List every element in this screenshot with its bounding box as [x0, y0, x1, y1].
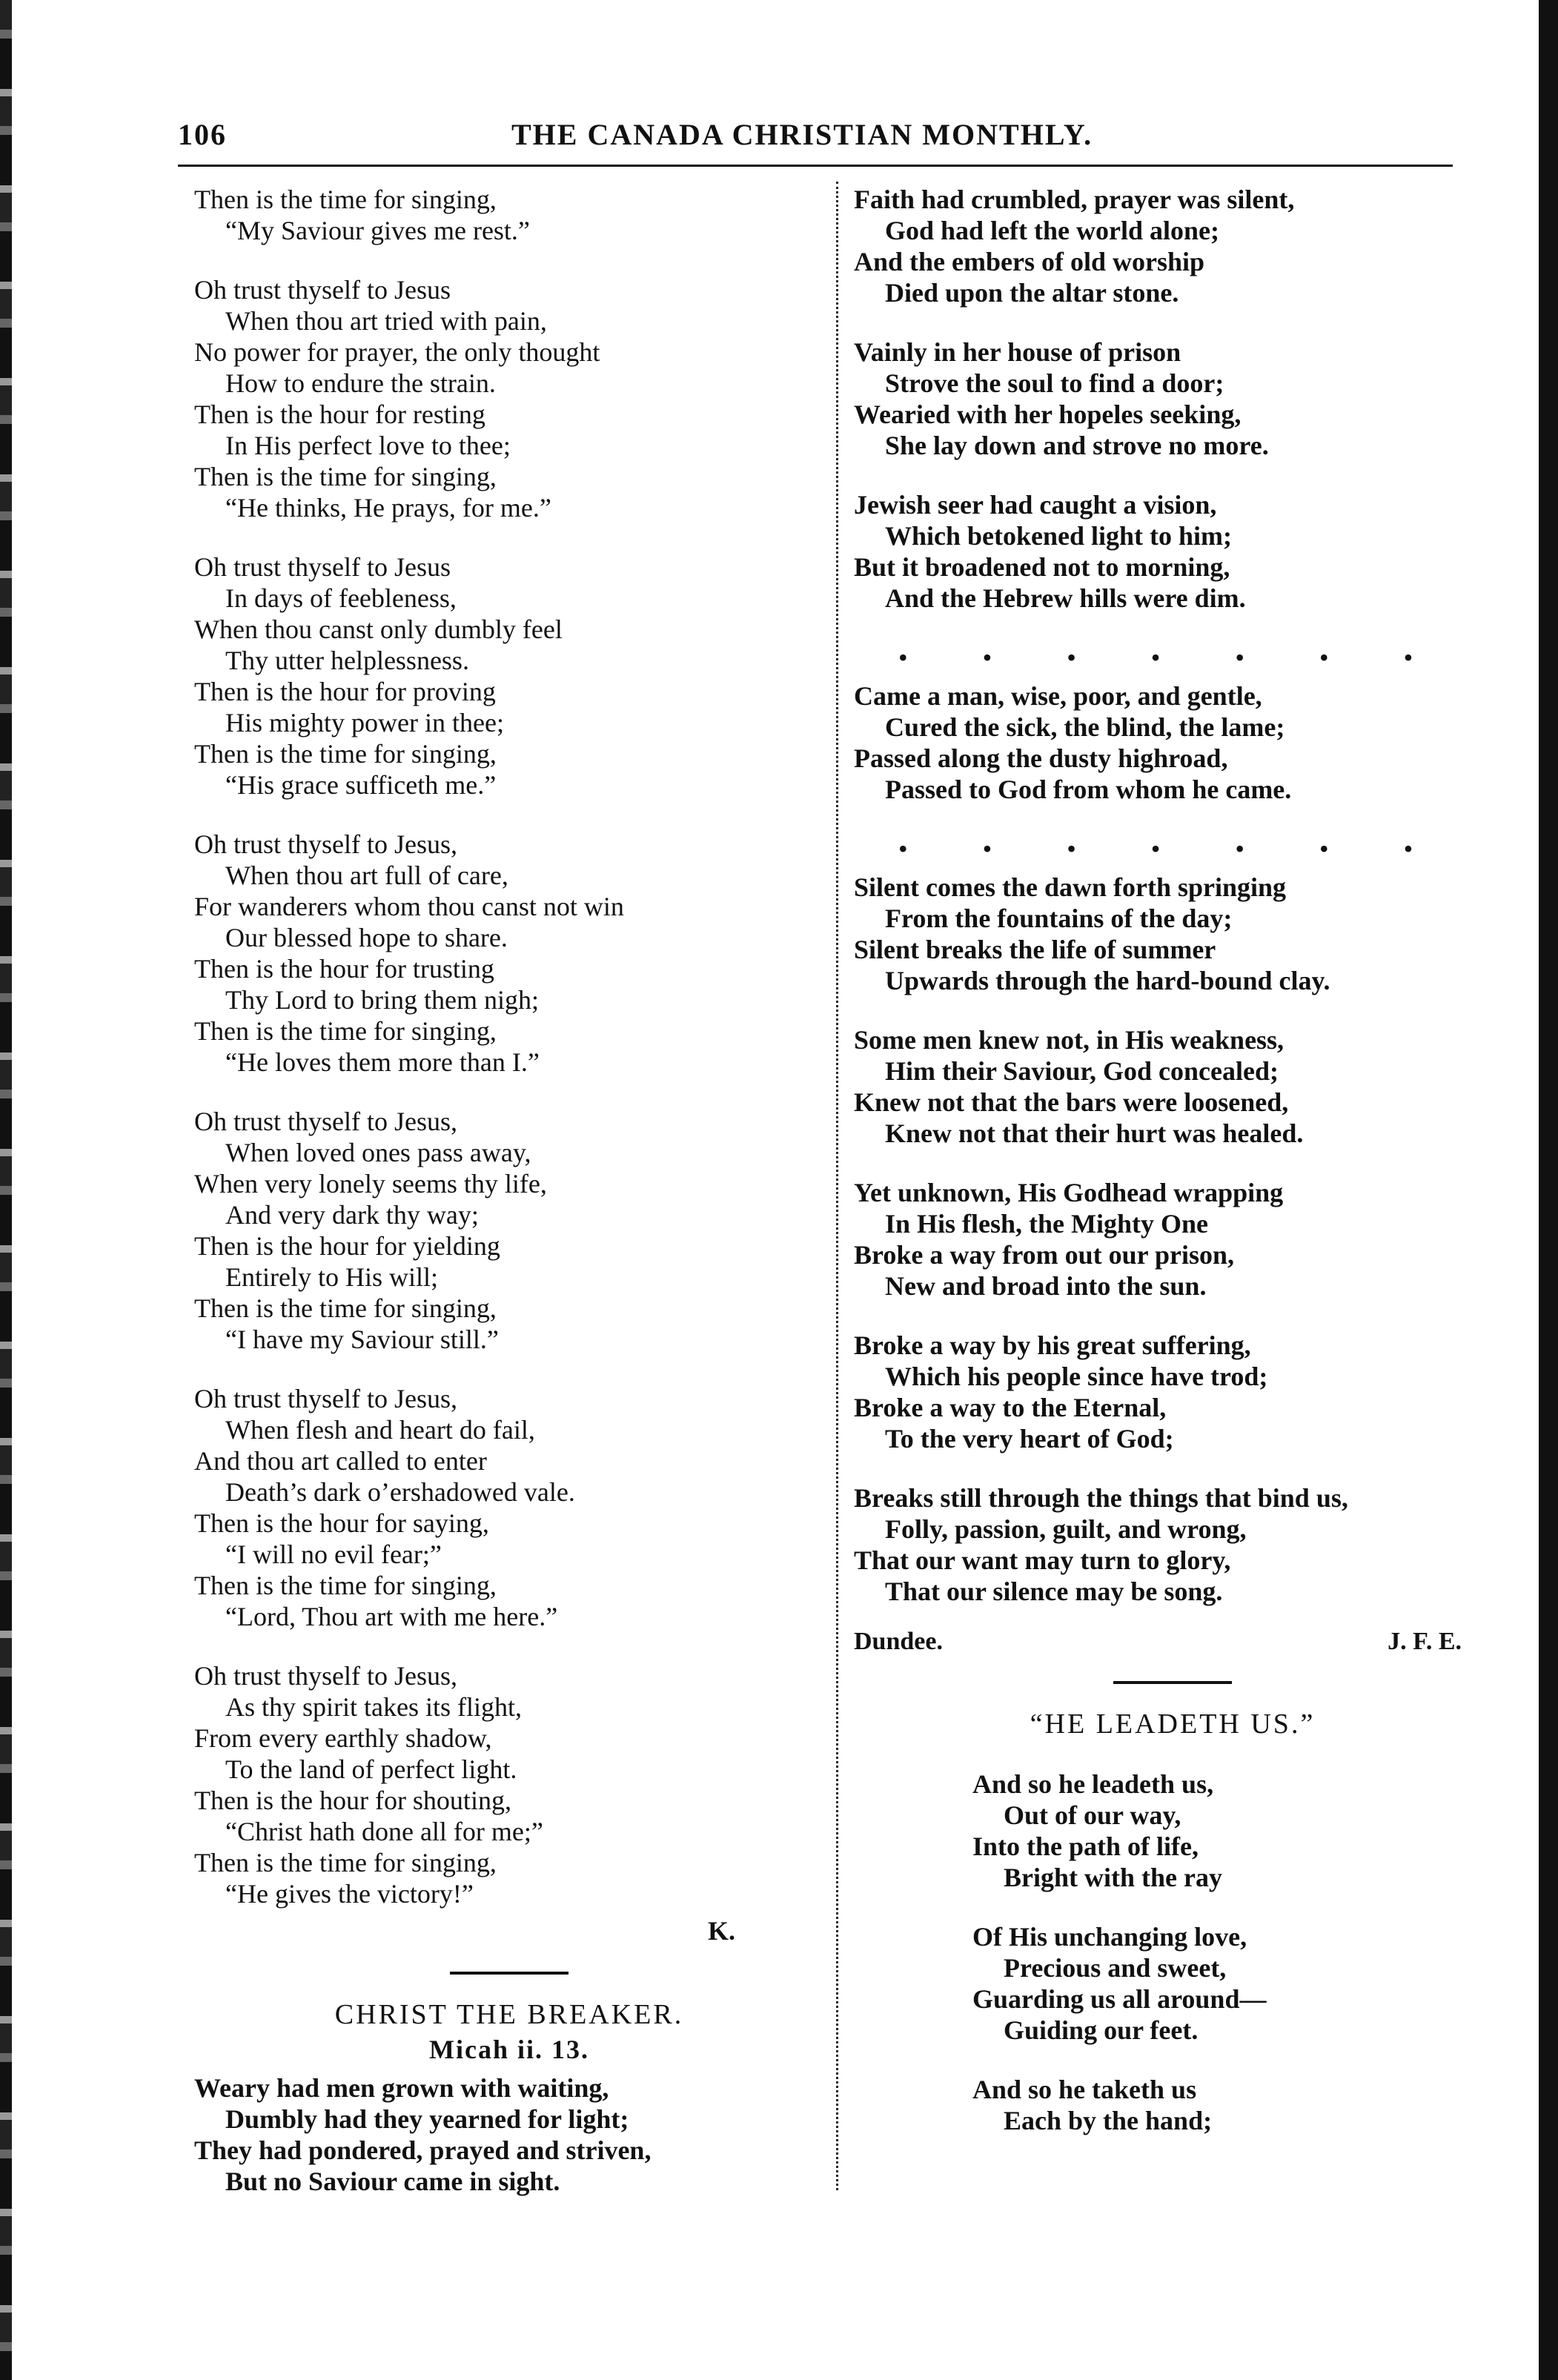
section-rule — [450, 1972, 568, 1975]
stanza — [972, 1769, 1491, 1893]
verse-line: When flesh and heart do fail, — [225, 1415, 535, 1445]
verse-line: Our blessed hope to share. — [225, 923, 508, 952]
verse-line: In His perfect love to thee; — [225, 431, 511, 460]
opening-lines — [194, 184, 824, 246]
verse-line: Then is the time for singing, — [194, 1016, 497, 1046]
verse-line: Oh trust thyself to Jesus — [194, 275, 451, 305]
breaker-opening-stanza — [194, 2072, 824, 2197]
verse-line: Out of our way, — [1004, 1800, 1181, 1830]
verse-line: “He thinks, He prays, for me.” — [225, 493, 551, 523]
verse-line: Silent comes the dawn forth springing — [854, 872, 1287, 902]
verse-line: His mighty power in thee; — [225, 708, 504, 737]
verse-line: When thou art full of care, — [225, 861, 508, 890]
verse-line: And the Hebrew hills were dim. — [885, 583, 1246, 613]
ellipsis-dots-1: • • • • • • • — [898, 643, 1448, 672]
verse-line: Which betokened light to him; — [885, 521, 1233, 551]
verse-line: To the land of perfect light. — [225, 1754, 517, 1784]
verse-line: Oh trust thyself to Jesus, — [194, 1384, 457, 1413]
right-stanzas-a — [854, 184, 1491, 614]
verse-line: Of His unchanging love, — [972, 1922, 1247, 1952]
verse-line: Then is the hour for shouting, — [194, 1786, 511, 1815]
verse-line: Broke a way from out our prison, — [854, 1240, 1235, 1270]
stanza — [854, 872, 1491, 996]
verse-line: She lay down and strove no more. — [885, 431, 1269, 460]
verse-line: Guiding our feet. — [1004, 2015, 1199, 2045]
verse-line: Breaks still through the things that bind us, — [854, 1483, 1348, 1513]
signature-row — [854, 1628, 1491, 1656]
verse-line: Then is the time for singing, — [194, 739, 497, 769]
stanza — [854, 184, 1491, 308]
verse-line: Then is the hour for yielding — [194, 1231, 500, 1261]
verse-line: From the fountains of the day; — [885, 904, 1233, 933]
verse-line: Each by the hand; — [1004, 2106, 1213, 2135]
verse-line: Then is the time for singing, — [194, 1848, 497, 1877]
journal-title: THE CANADA CHRISTIAN MONTHLY. — [511, 118, 1093, 151]
verse-line: Then is the time for singing, — [194, 1293, 497, 1323]
verse-line: In His flesh, the Mighty One — [885, 1209, 1209, 1239]
verse-line: Bright with the ray — [1004, 1863, 1222, 1892]
verse-line: Passed along the dusty highroad, — [854, 743, 1228, 773]
left-stanzas — [194, 274, 824, 1909]
column-divider — [836, 182, 838, 2190]
scan-edge-right — [1539, 0, 1558, 2380]
verse-line: “His grace sufficeth me.” — [225, 770, 497, 800]
verse-line: Oh trust thyself to Jesus, — [194, 829, 457, 859]
stanza — [854, 1177, 1491, 1302]
verse-line: Folly, passion, guilt, and wrong, — [885, 1514, 1247, 1544]
verse-line: Knew not that the bars were loosened, — [854, 1087, 1289, 1117]
verse-line: Vainly in her house of prison — [854, 337, 1181, 367]
signature-place: Dundee. — [854, 1628, 943, 1655]
verse-line: Guarding us all around— — [972, 1984, 1267, 2014]
verse-line: Oh trust thyself to Jesus, — [194, 1107, 457, 1136]
stanza — [854, 1024, 1491, 1149]
verse-line: Oh trust thyself to Jesus — [194, 552, 451, 582]
stanza — [854, 1482, 1491, 1607]
verse-line: And the embers of old worship — [854, 247, 1205, 276]
verse-line: Then is the hour for saying, — [194, 1508, 489, 1538]
verse-line: Thy Lord to bring them nigh; — [225, 985, 539, 1015]
stanza — [854, 489, 1491, 614]
verse-line: Strove the soul to find a door; — [885, 368, 1224, 398]
verse-line: In days of feebleness, — [225, 583, 457, 613]
verse-line: No power for prayer, the only thought — [194, 337, 600, 367]
verse-line: They had pondered, prayed and striven, — [194, 2135, 652, 2165]
signature-initials: J. F. E. — [1388, 1628, 1462, 1655]
stanza — [194, 1106, 824, 1355]
verse-line: How to endure the strain. — [225, 368, 496, 398]
verse-line: Which his people since have trod; — [885, 1362, 1268, 1391]
stanza — [972, 1921, 1491, 2046]
verse-line: Dumbly had they yearned for light; — [225, 2104, 629, 2134]
verse-line: Thy utter helplessness. — [225, 646, 469, 675]
verse-line: As thy spirit takes its flight, — [225, 1692, 522, 1722]
stanza — [854, 337, 1491, 461]
verse-line: Died upon the altar stone. — [885, 278, 1179, 308]
verse-line: And so he taketh us — [972, 2075, 1197, 2104]
verse-line: Cured the sick, the blind, the lame; — [885, 712, 1285, 742]
stanza-came-a-man — [854, 680, 1491, 805]
verse-line: God had left the world alone; — [885, 216, 1220, 245]
left-column — [194, 184, 824, 2225]
verse-line: Jewish seer had caught a vision, — [854, 490, 1217, 520]
verse-line: That our want may turn to glory, — [854, 1545, 1231, 1575]
verse-line: Then is the hour for trusting — [194, 954, 494, 984]
verse-line: And very dark thy way; — [225, 1200, 479, 1230]
verse-line: Into the path of life, — [972, 1832, 1199, 1861]
verse-line: Upwards through the hard-bound clay. — [885, 966, 1330, 995]
verse-line: Broke a way to the Eternal, — [854, 1393, 1167, 1422]
stanza — [194, 274, 824, 523]
verse-line: Him their Saviour, God concealed; — [885, 1056, 1279, 1086]
verse-line: And so he leadeth us, — [972, 1769, 1214, 1799]
poem-signature: K. — [707, 1916, 735, 1946]
verse-line: Some men knew not, in His weakness, — [854, 1025, 1284, 1055]
poem-subtitle: Micah ii. 13. — [429, 2035, 589, 2064]
verse-line: Then is the time for singing, — [194, 1571, 497, 1600]
running-head — [178, 111, 1460, 163]
poem-title: CHRIST THE BREAKER. — [334, 1999, 684, 2030]
verse-line: “I have my Saviour still.” — [225, 1325, 499, 1354]
he-leadeth-stanzas — [854, 1769, 1491, 2136]
verse-line: Then is the hour for resting — [194, 400, 485, 429]
scan-edge-left — [0, 0, 12, 2380]
verse-line: From every earthly shadow, — [194, 1723, 492, 1753]
verse-line: Passed to God from whom he came. — [885, 775, 1292, 804]
verse-line: “Christ hath done all for me;” — [225, 1817, 543, 1846]
verse-line: Weary had men grown with waiting, — [194, 2073, 609, 2103]
verse-line: “He gives the victory!” — [225, 1879, 474, 1909]
right-column — [854, 184, 1491, 2164]
verse-line: Knew not that their hurt was healed. — [885, 1118, 1304, 1148]
verse-line: Silent breaks the life of summer — [854, 935, 1216, 964]
verse-line: Then is the time for singing, — [194, 185, 497, 214]
verse-line: For wanderers whom thou canst not win — [194, 892, 624, 921]
stanza — [854, 1330, 1491, 1454]
verse-line: That our silence may be song. — [885, 1577, 1223, 1606]
verse-line: Wearied with her hopeles seeking, — [854, 400, 1242, 429]
verse-line: And thou art called to enter — [194, 1446, 487, 1476]
verse-line: Then is the hour for proving — [194, 677, 496, 706]
poem-title-he-leadeth: “HE LEADETH US.” — [1030, 1708, 1316, 1740]
page-number: 106 — [178, 118, 227, 151]
verse-line: New and broad into the sun. — [885, 1271, 1207, 1301]
verse-line: When very lonely seems thy life, — [194, 1169, 547, 1199]
verse-line: When thou canst only dumbly feel — [194, 614, 563, 644]
verse-line: Entirely to His will; — [225, 1262, 438, 1292]
verse-line: Precious and sweet, — [1004, 1953, 1227, 1983]
verse-line: “I will no evil fear;” — [225, 1539, 442, 1569]
ellipsis-dots-2: • • • • • • • — [898, 834, 1448, 864]
verse-line: To the very heart of God; — [885, 1424, 1174, 1453]
verse-line: Broke a way by his great suffering, — [854, 1330, 1251, 1360]
verse-line: Death’s dark o’ershadowed vale. — [225, 1477, 575, 1507]
section-rule-right — [1113, 1681, 1232, 1684]
verse-line: When thou art tried with pain, — [225, 306, 547, 336]
verse-line: But no Saviour came in sight. — [225, 2167, 560, 2196]
header-rule — [178, 165, 1453, 167]
stanza — [972, 2074, 1491, 2136]
verse-line: “My Saviour gives me rest.” — [225, 216, 530, 245]
stanza — [194, 1383, 824, 1632]
stanza — [194, 829, 824, 1078]
verse-line: Faith had crumbled, prayer was silent, — [854, 185, 1295, 214]
verse-line: Then is the time for singing, — [194, 462, 497, 491]
verse-line: When loved ones pass away, — [225, 1138, 531, 1167]
stanza — [194, 551, 824, 800]
verse-line: Came a man, wise, poor, and gentle, — [854, 681, 1262, 711]
verse-line: Oh trust thyself to Jesus, — [194, 1661, 457, 1691]
verse-line: “He loves them more than I.” — [225, 1047, 540, 1077]
stanza — [194, 1660, 824, 1909]
verse-line: But it broadened not to morning, — [854, 552, 1230, 582]
right-stanzas-c — [854, 872, 1491, 1607]
verse-line: Yet unknown, His Godhead wrapping — [854, 1178, 1284, 1207]
verse-line: “Lord, Thou art with me here.” — [225, 1602, 558, 1631]
